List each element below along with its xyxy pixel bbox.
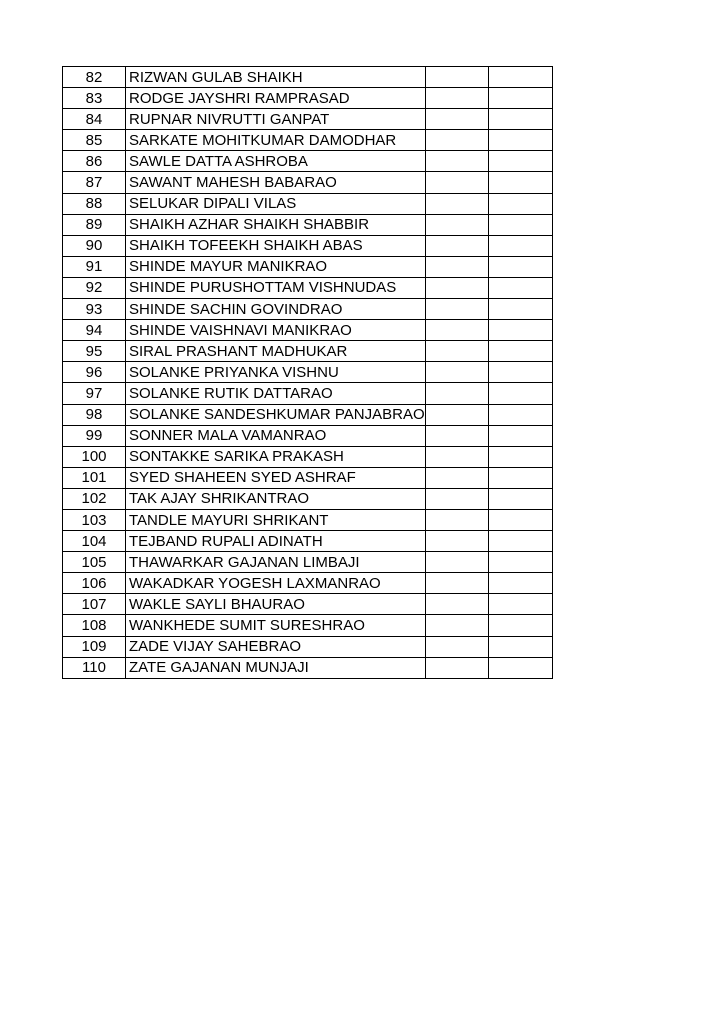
serial-number-cell: 86 — [63, 151, 126, 172]
serial-number-cell: 94 — [63, 320, 126, 341]
student-name-cell: SOLANKE SANDESHKUMAR PANJABRAO — [126, 404, 426, 425]
table-row — [63, 235, 553, 256]
table-row — [63, 425, 553, 446]
empty-cell — [425, 404, 488, 425]
serial-number-cell: 87 — [63, 172, 126, 193]
empty-cell — [488, 657, 552, 678]
table-row — [63, 256, 553, 277]
empty-cell — [425, 383, 488, 404]
empty-cell — [425, 636, 488, 657]
empty-cell — [488, 193, 552, 214]
student-name-cell: RIZWAN GULAB SHAIKH — [126, 67, 426, 88]
serial-number-cell: 97 — [63, 383, 126, 404]
student-name-cell: WAKLE SAYLI BHAURAO — [126, 594, 426, 615]
table-row — [63, 109, 553, 130]
empty-cell — [425, 615, 488, 636]
empty-cell — [488, 214, 552, 235]
empty-cell — [425, 552, 488, 573]
student-name-cell: SAWLE DATTA ASHROBA — [126, 151, 426, 172]
empty-cell — [425, 172, 488, 193]
empty-cell — [425, 425, 488, 446]
serial-number-cell: 90 — [63, 235, 126, 256]
student-name-cell: SHINDE PURUSHOTTAM VISHNUDAS — [126, 277, 426, 298]
table-row — [63, 151, 553, 172]
student-name-cell: ZATE GAJANAN MUNJAJI — [126, 657, 426, 678]
table-row — [63, 446, 553, 467]
serial-number-cell: 101 — [63, 467, 126, 488]
student-name-cell: SHAIKH AZHAR SHAIKH SHABBIR — [126, 214, 426, 235]
table-row — [63, 88, 553, 109]
student-name-cell: SHINDE MAYUR MANIKRAO — [126, 256, 426, 277]
serial-number-cell: 96 — [63, 362, 126, 383]
empty-cell — [488, 467, 552, 488]
student-name-cell: SHINDE SACHIN GOVINDRAO — [126, 299, 426, 320]
serial-number-cell: 102 — [63, 488, 126, 509]
table-row — [63, 67, 553, 88]
empty-cell — [425, 109, 488, 130]
student-name-cell: SELUKAR DIPALI VILAS — [126, 193, 426, 214]
empty-cell — [488, 425, 552, 446]
empty-cell — [425, 594, 488, 615]
student-name-cell: TEJBAND RUPALI ADINATH — [126, 531, 426, 552]
student-name-cell: SONNER MALA VAMANRAO — [126, 425, 426, 446]
table-row — [63, 615, 553, 636]
empty-cell — [488, 488, 552, 509]
empty-cell — [425, 193, 488, 214]
empty-cell — [425, 130, 488, 151]
student-name-cell: RODGE JAYSHRI RAMPRASAD — [126, 88, 426, 109]
student-name-cell: SOLANKE RUTIK DATTARAO — [126, 383, 426, 404]
table-row — [63, 383, 553, 404]
empty-cell — [488, 151, 552, 172]
table-row — [63, 488, 553, 509]
serial-number-cell: 91 — [63, 256, 126, 277]
student-name-cell: SARKATE MOHITKUMAR DAMODHAR — [126, 130, 426, 151]
empty-cell — [425, 151, 488, 172]
empty-cell — [488, 531, 552, 552]
student-name-cell: ZADE VIJAY SAHEBRAO — [126, 636, 426, 657]
student-name-cell: SAWANT MAHESH BABARAO — [126, 172, 426, 193]
empty-cell — [425, 67, 488, 88]
empty-cell — [488, 256, 552, 277]
serial-number-cell: 100 — [63, 446, 126, 467]
serial-number-cell: 95 — [63, 341, 126, 362]
empty-cell — [488, 404, 552, 425]
student-name-cell: SHINDE VAISHNAVI MANIKRAO — [126, 320, 426, 341]
empty-cell — [425, 299, 488, 320]
table-row — [63, 636, 553, 657]
roster-table-body — [63, 67, 553, 679]
table-row — [63, 594, 553, 615]
empty-cell — [488, 383, 552, 404]
table-row — [63, 573, 553, 594]
empty-cell — [425, 573, 488, 594]
table-row — [63, 552, 553, 573]
student-name-cell: TANDLE MAYURI SHRIKANT — [126, 509, 426, 530]
empty-cell — [488, 277, 552, 298]
empty-cell — [488, 235, 552, 256]
serial-number-cell: 84 — [63, 109, 126, 130]
table-row — [63, 299, 553, 320]
serial-number-cell: 99 — [63, 425, 126, 446]
empty-cell — [425, 214, 488, 235]
table-row — [63, 193, 553, 214]
serial-number-cell: 92 — [63, 277, 126, 298]
student-name-cell: THAWARKAR GAJANAN LIMBAJI — [126, 552, 426, 573]
empty-cell — [425, 277, 488, 298]
empty-cell — [488, 88, 552, 109]
empty-cell — [425, 488, 488, 509]
table-row — [63, 657, 553, 678]
empty-cell — [425, 235, 488, 256]
empty-cell — [488, 446, 552, 467]
empty-cell — [425, 657, 488, 678]
empty-cell — [488, 362, 552, 383]
empty-cell — [488, 172, 552, 193]
empty-cell — [488, 320, 552, 341]
empty-cell — [425, 509, 488, 530]
serial-number-cell: 107 — [63, 594, 126, 615]
table-row — [63, 341, 553, 362]
empty-cell — [488, 67, 552, 88]
student-name-cell: SOLANKE PRIYANKA VISHNU — [126, 362, 426, 383]
empty-cell — [425, 531, 488, 552]
serial-number-cell: 83 — [63, 88, 126, 109]
serial-number-cell: 104 — [63, 531, 126, 552]
empty-cell — [425, 256, 488, 277]
table-row — [63, 277, 553, 298]
serial-number-cell: 98 — [63, 404, 126, 425]
empty-cell — [425, 362, 488, 383]
empty-cell — [488, 594, 552, 615]
student-name-cell: SIRAL PRASHANT MADHUKAR — [126, 341, 426, 362]
table-row — [63, 531, 553, 552]
student-name-cell: WANKHEDE SUMIT SURESHRAO — [126, 615, 426, 636]
empty-cell — [425, 88, 488, 109]
student-roster-table — [62, 66, 553, 679]
serial-number-cell: 85 — [63, 130, 126, 151]
student-name-cell: SYED SHAHEEN SYED ASHRAF — [126, 467, 426, 488]
empty-cell — [425, 341, 488, 362]
empty-cell — [425, 467, 488, 488]
empty-cell — [488, 509, 552, 530]
empty-cell — [425, 320, 488, 341]
student-name-cell: TAK AJAY SHRIKANTRAO — [126, 488, 426, 509]
serial-number-cell: 105 — [63, 552, 126, 573]
empty-cell — [488, 130, 552, 151]
serial-number-cell: 110 — [63, 657, 126, 678]
empty-cell — [488, 341, 552, 362]
table-row — [63, 467, 553, 488]
student-name-cell: SONTAKKE SARIKA PRAKASH — [126, 446, 426, 467]
table-row — [63, 130, 553, 151]
empty-cell — [488, 299, 552, 320]
empty-cell — [488, 615, 552, 636]
table-row — [63, 509, 553, 530]
serial-number-cell: 106 — [63, 573, 126, 594]
table-row — [63, 320, 553, 341]
student-name-cell: WAKADKAR YOGESH LAXMANRAO — [126, 573, 426, 594]
student-name-cell: RUPNAR NIVRUTTI GANPAT — [126, 109, 426, 130]
serial-number-cell: 82 — [63, 67, 126, 88]
empty-cell — [488, 109, 552, 130]
empty-cell — [488, 636, 552, 657]
serial-number-cell: 88 — [63, 193, 126, 214]
empty-cell — [488, 573, 552, 594]
serial-number-cell: 89 — [63, 214, 126, 235]
serial-number-cell: 108 — [63, 615, 126, 636]
table-row — [63, 172, 553, 193]
table-row — [63, 404, 553, 425]
serial-number-cell: 103 — [63, 509, 126, 530]
table-row — [63, 214, 553, 235]
empty-cell — [488, 552, 552, 573]
table-row — [63, 362, 553, 383]
empty-cell — [425, 446, 488, 467]
serial-number-cell: 109 — [63, 636, 126, 657]
student-name-cell: SHAIKH TOFEEKH SHAIKH ABAS — [126, 235, 426, 256]
serial-number-cell: 93 — [63, 299, 126, 320]
